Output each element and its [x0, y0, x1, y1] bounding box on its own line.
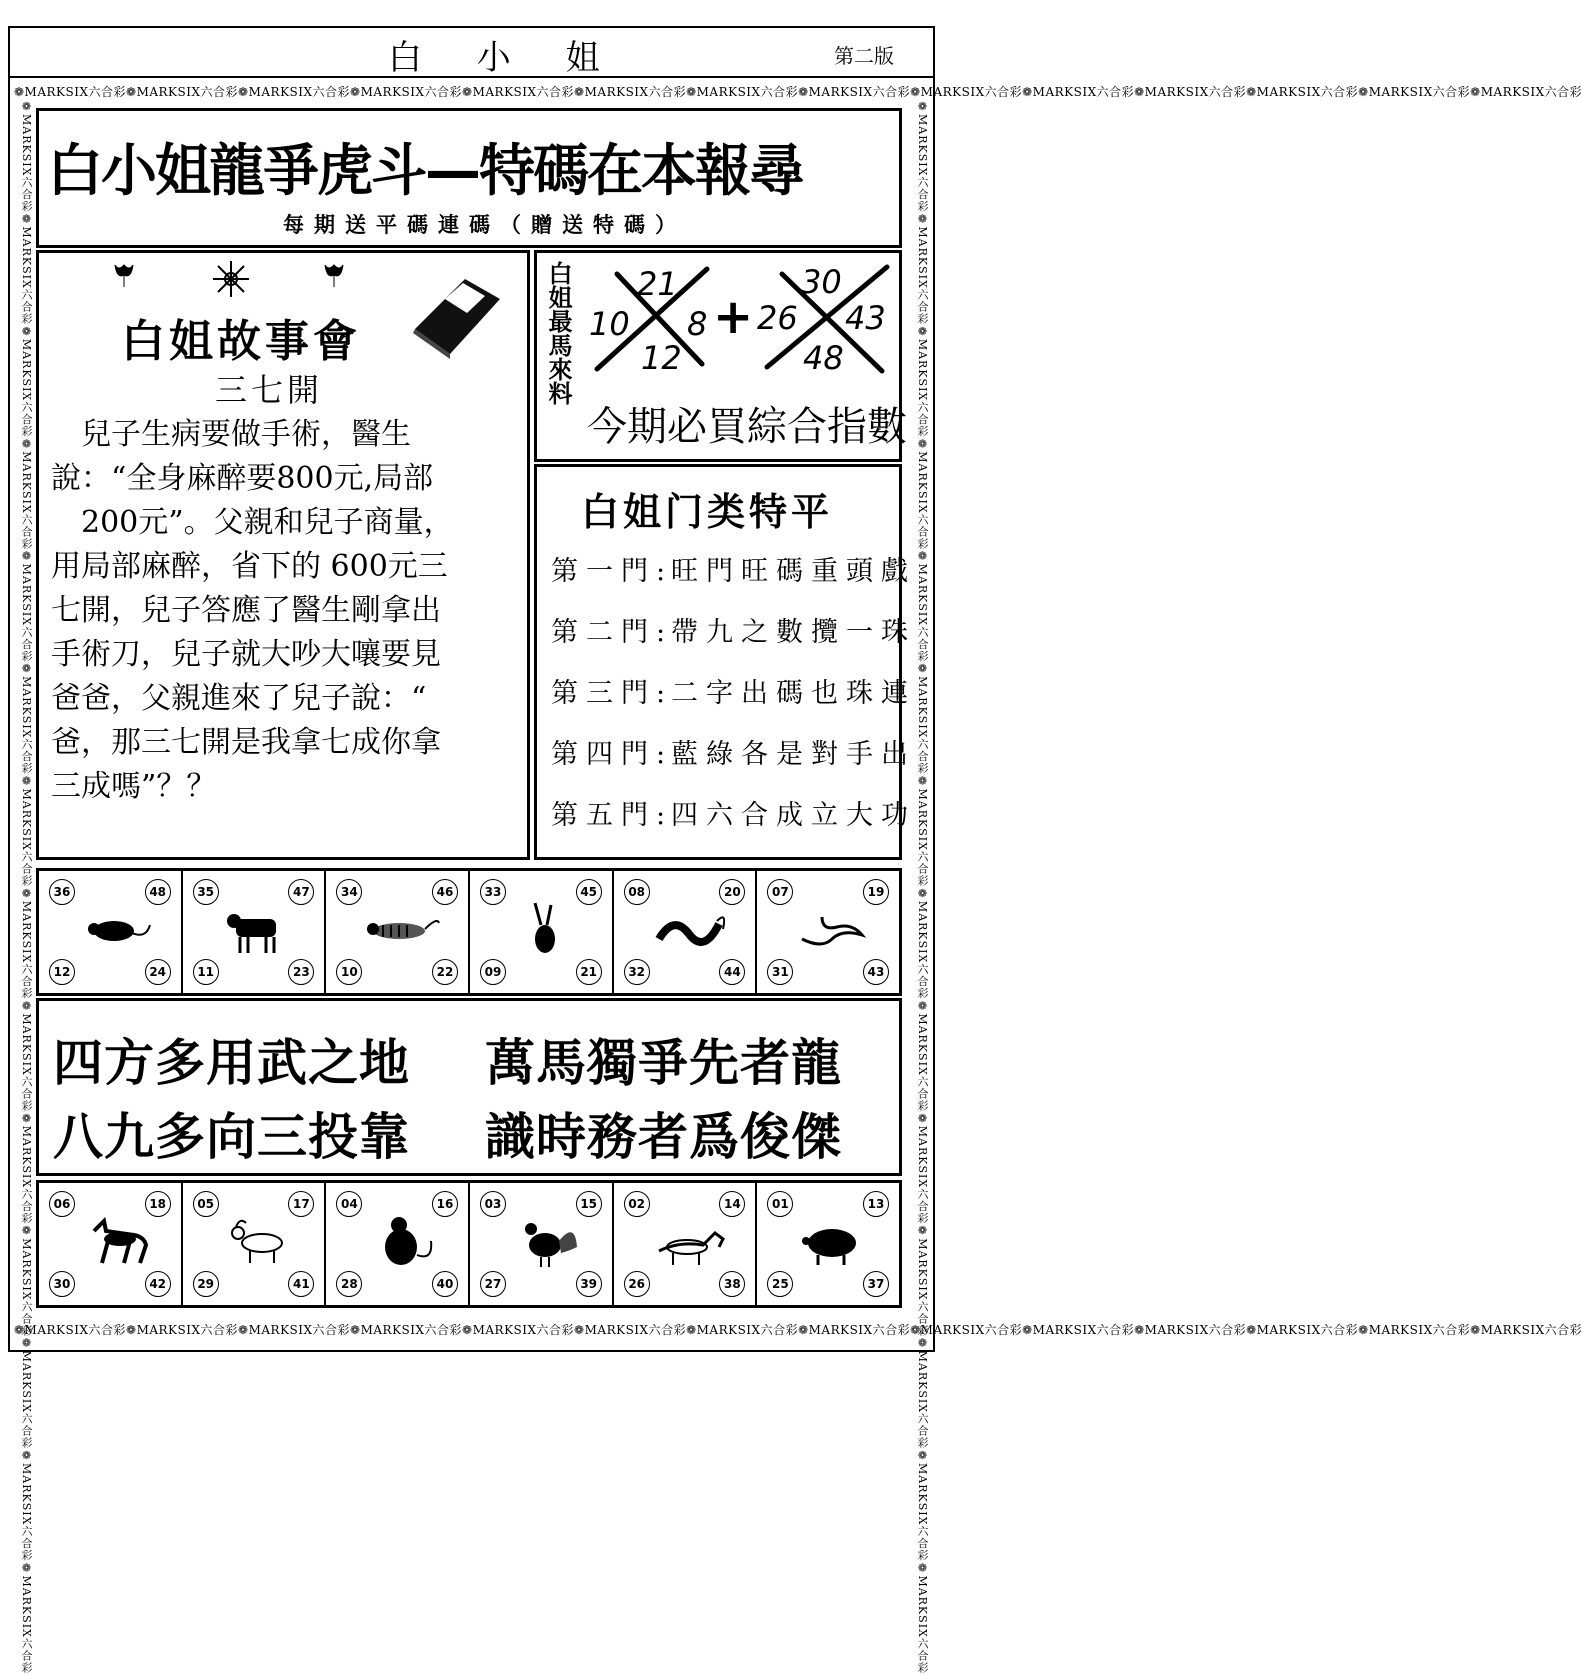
zodiac-cell — [614, 1183, 758, 1305]
story-body — [51, 413, 521, 809]
zodiac-number: 27 — [480, 1271, 506, 1297]
zodiac-number: 47 — [288, 879, 314, 905]
strip-text-bottom: ❁MARKSIX六合彩❁MARKSIX六合彩❁MARKSIX六合彩❁MARKSIX六合彩❁MARKSIX六合彩❁MARKSIX六合彩❁MARKSIX六合彩❁MARKSIX六合彩❁MARKSIX六合彩❁MARKSIX六合彩❁MARKSIX六合彩❁MARKSIX六合彩❁MARKSIX六合彩❁MARKSIX六合彩 — [14, 1322, 1582, 1337]
zodiac-number: 34 — [336, 879, 362, 905]
zodiac-number: 28 — [336, 1271, 362, 1297]
door-label: 第五門: — [551, 800, 674, 831]
door-text: 二字出碼也珠連 — [671, 678, 916, 709]
headline-box — [36, 108, 902, 248]
doors-list — [551, 549, 916, 854]
zodiac-number: 38 — [719, 1271, 745, 1297]
zodiac-number: 45 — [576, 879, 602, 905]
left-strip — [12, 100, 34, 1674]
zodiac-number: 46 — [432, 879, 458, 905]
index-number: 43 — [845, 299, 886, 337]
zodiac-cell — [470, 871, 614, 993]
index-box — [534, 250, 907, 462]
zodiac-cell — [614, 871, 758, 993]
monkey-icon — [361, 1211, 441, 1271]
poem-line: 四方多用武之地 — [53, 1034, 410, 1092]
door-row — [551, 671, 916, 732]
zodiac-number: 07 — [767, 879, 793, 905]
zodiac-number: 36 — [49, 879, 75, 905]
zodiac-number: 08 — [624, 879, 650, 905]
book-icon — [405, 269, 505, 359]
strip-text-right: ❁MARKSIX六合彩❁MARKSIX六合彩❁MARKSIX六合彩❁MARKSIX六合彩❁MARKSIX六合彩❁MARKSIX六合彩❁MARKSIX六合彩❁MARKSIX六合彩❁MARKSIX六合彩❁MARKSIX六合彩❁MARKSIX六合彩❁MARKSIX六合彩❁MARKSIX六合彩❁MARKSIX六合彩 — [916, 100, 929, 1674]
story-box — [36, 250, 530, 860]
ox-icon — [218, 899, 298, 959]
strip-text-top: ❁MARKSIX六合彩❁MARKSIX六合彩❁MARKSIX六合彩❁MARKSIX六合彩❁MARKSIX六合彩❁MARKSIX六合彩❁MARKSIX六合彩❁MARKSIX六合彩❁MARKSIX六合彩❁MARKSIX六合彩❁MARKSIX六合彩❁MARKSIX六合彩❁MARKSIX六合彩❁MARKSIX六合彩 — [14, 84, 1582, 99]
zodiac-number: 22 — [432, 959, 458, 985]
dog-icon — [649, 1211, 729, 1271]
index-caption: 今期必買綜合指數 — [587, 404, 907, 450]
story-line: 用局部麻醉，省下的 600元三 — [51, 549, 448, 584]
zodiac-cell — [39, 1183, 183, 1305]
rabbit-icon — [505, 899, 585, 959]
tulip-icon — [109, 259, 139, 289]
doors-box — [534, 464, 916, 860]
zodiac-number: 18 — [145, 1191, 171, 1217]
zodiac-number: 32 — [624, 959, 650, 985]
zodiac-number: 44 — [719, 959, 745, 985]
zodiac-cell — [39, 871, 183, 993]
snake-icon — [792, 899, 872, 959]
zodiac-number: 43 — [863, 959, 889, 985]
zodiac-number: 02 — [624, 1191, 650, 1217]
zodiac-number: 33 — [480, 879, 506, 905]
edition-label: 第二版 — [834, 44, 894, 68]
zodiac-number: 10 — [336, 959, 362, 985]
rat-icon — [74, 899, 154, 959]
index-number: 30 — [801, 263, 842, 301]
doors-title: 白姐门类特平 — [581, 490, 834, 534]
zodiac-number: 16 — [432, 1191, 458, 1217]
door-row — [551, 610, 916, 671]
zodiac-number: 14 — [719, 1191, 745, 1217]
zodiac-number: 48 — [145, 879, 171, 905]
zodiac-cell — [326, 1183, 470, 1305]
zodiac-cell — [326, 871, 470, 993]
pig-icon — [792, 1211, 872, 1271]
zodiac-number: 12 — [49, 959, 75, 985]
zodiac-number: 20 — [719, 879, 745, 905]
zodiac-number: 13 — [863, 1191, 889, 1217]
poem-line: 識時務者爲俊傑 — [485, 1108, 842, 1166]
zodiac-cell — [470, 1183, 614, 1305]
dragon-icon — [649, 899, 729, 959]
zodiac-cell — [757, 871, 899, 993]
sub-headline: 每期送平碼連碼（贈送特碼） — [283, 213, 686, 237]
zodiac-number: 01 — [767, 1191, 793, 1217]
door-label: 第二門: — [551, 617, 674, 648]
door-text: 帶九之數攬一珠 — [671, 617, 916, 648]
zodiac-number: 06 — [49, 1191, 75, 1217]
goat-icon — [218, 1211, 298, 1271]
zodiac-number: 26 — [624, 1271, 650, 1297]
zodiac-number: 37 — [863, 1271, 889, 1297]
zodiac-number: 42 — [145, 1271, 171, 1297]
zodiac-number: 11 — [193, 959, 219, 985]
zodiac-row-bottom — [36, 1180, 902, 1308]
index-number: 21 — [637, 265, 678, 303]
zodiac-number: 39 — [576, 1271, 602, 1297]
door-label: 第四門: — [551, 739, 674, 770]
index-number: 26 — [757, 299, 798, 337]
index-number: 10 — [589, 305, 630, 343]
zodiac-row-top — [36, 868, 902, 996]
vertical-label: 白姐最馬來料 — [544, 261, 572, 405]
horse-icon — [74, 1211, 154, 1271]
zodiac-number: 25 — [767, 1271, 793, 1297]
zodiac-number: 19 — [863, 879, 889, 905]
strip-text-left: ❁MARKSIX六合彩❁MARKSIX六合彩❁MARKSIX六合彩❁MARKSIX六合彩❁MARKSIX六合彩❁MARKSIX六合彩❁MARKSIX六合彩❁MARKSIX六合彩❁MARKSIX六合彩❁MARKSIX六合彩❁MARKSIX六合彩❁MARKSIX六合彩❁MARKSIX六合彩❁MARKSIX六合彩 — [20, 100, 33, 1674]
door-row — [551, 793, 916, 854]
poem-box — [36, 998, 902, 1176]
zodiac-number: 31 — [767, 959, 793, 985]
zodiac-number: 17 — [288, 1191, 314, 1217]
door-text: 四六合成立大功 — [671, 800, 916, 831]
zodiac-number: 30 — [49, 1271, 75, 1297]
zodiac-cell — [183, 871, 327, 993]
tulip-icon — [319, 259, 349, 289]
index-number: 48 — [803, 339, 844, 377]
story-line: 200元”。父親和兒子商量， — [51, 505, 454, 540]
plus-sign: + — [713, 289, 754, 345]
story-line: 兒子生病要做手術，醫生 — [51, 417, 411, 452]
top-strip — [14, 80, 1582, 102]
story-line: 說：“全身麻醉要800元,局部 — [51, 461, 434, 496]
zodiac-number: 21 — [576, 959, 602, 985]
poem-line: 八九多向三投靠 — [53, 1108, 410, 1166]
zodiac-number: 24 — [145, 959, 171, 985]
story-line: 爸爸，父親進來了兒子說：“ — [51, 681, 427, 716]
zodiac-cell — [757, 1183, 899, 1305]
door-row — [551, 732, 916, 793]
door-row — [551, 549, 916, 610]
poem-line: 萬馬獨爭先者龍 — [485, 1034, 842, 1092]
story-line: 三成嗎”？？ — [51, 769, 217, 804]
zodiac-number: 03 — [480, 1191, 506, 1217]
zodiac-number: 09 — [480, 959, 506, 985]
index-number: 12 — [641, 339, 682, 377]
index-number: 8 — [687, 305, 708, 343]
tiger-icon — [361, 899, 441, 959]
story-line: 手術刀，兒子就大吵大嚷要見 — [51, 637, 441, 672]
door-label: 第一門: — [551, 556, 674, 587]
story-title: 白姐故事會 — [121, 316, 361, 367]
door-label: 第三門: — [551, 678, 674, 709]
bottom-strip — [14, 1318, 1582, 1340]
zodiac-cell — [183, 1183, 327, 1305]
main-headline: 白小姐龍爭虎斗—特碼在本報尋 — [47, 139, 803, 204]
flower-ornament-icon — [209, 257, 253, 301]
header-bar — [8, 26, 935, 78]
zodiac-number: 23 — [288, 959, 314, 985]
zodiac-number: 41 — [288, 1271, 314, 1297]
door-text: 藍綠各是對手出 — [671, 739, 916, 770]
zodiac-number: 04 — [336, 1191, 362, 1217]
story-line: 爸，那三七開是我拿七成你拿 — [51, 725, 441, 760]
story-subtitle: 三七開 — [215, 371, 324, 409]
zodiac-number: 29 — [193, 1271, 219, 1297]
zodiac-number: 05 — [193, 1191, 219, 1217]
story-line: 七開，兒子答應了醫生剛拿出 — [51, 593, 441, 628]
door-text: 旺門旺碼重頭戲 — [671, 556, 916, 587]
zodiac-number: 40 — [432, 1271, 458, 1297]
rooster-icon — [505, 1211, 585, 1271]
page-title: 白 小 姐 — [388, 38, 622, 78]
zodiac-number: 35 — [193, 879, 219, 905]
zodiac-number: 15 — [576, 1191, 602, 1217]
